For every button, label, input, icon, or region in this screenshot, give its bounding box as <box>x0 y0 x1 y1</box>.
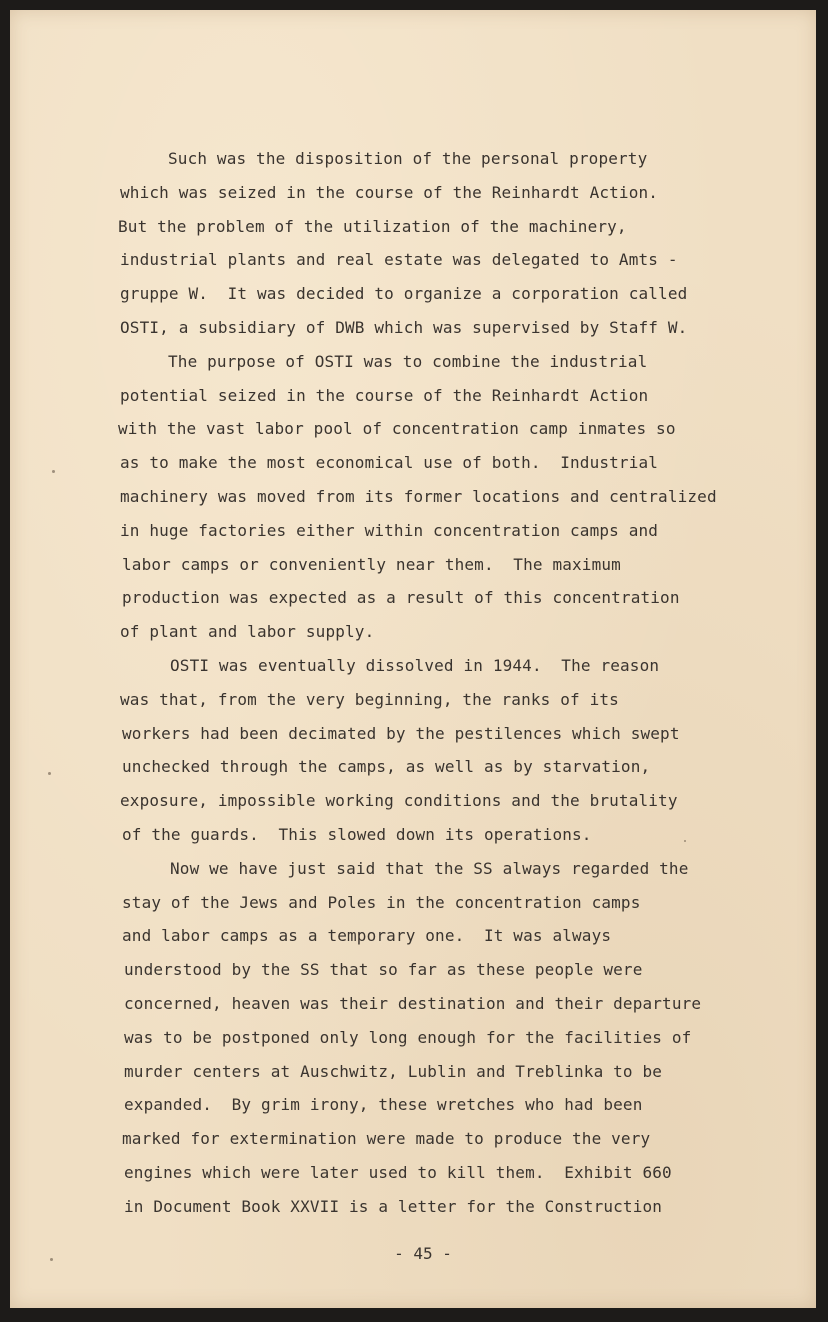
document-body <box>110 142 750 1224</box>
text-line: of plant and labor supply. <box>120 622 375 642</box>
text-line: Such was the disposition of the personal property <box>168 149 648 168</box>
text-line: stay of the Jews and Poles in the concentration camps <box>122 892 641 912</box>
paper-speck <box>684 840 686 842</box>
paper-speck <box>50 1258 53 1261</box>
text-line: murder centers at Auschwitz, Lublin and Treblinka to be <box>124 1061 663 1081</box>
text-line: OSTI was eventually dissolved in 1944. The reason <box>170 655 660 675</box>
paper-speck <box>48 772 51 775</box>
text-line: machinery was moved from its former locations and centralized <box>120 486 717 506</box>
text-line: expanded. By grim irony, these wretches who had been <box>124 1095 643 1115</box>
text-line: marked for extermination were made to produce the very <box>122 1129 651 1149</box>
text-line: which was seized in the course of the Reinhardt Action. <box>120 182 659 202</box>
text-line: industrial plants and real estate was delegated to Amts - <box>120 250 678 270</box>
text-line: was that, from the very beginning, the ranks of its <box>120 689 619 709</box>
text-line: as to make the most economical use of both. Industrial <box>120 453 659 473</box>
text-line: concerned, heaven was their destination and their departure <box>124 993 702 1013</box>
document-page <box>10 10 816 1308</box>
text-line: workers had been decimated by the pestilences which swept <box>122 723 680 743</box>
text-line: The purpose of OSTI was to combine the industrial <box>168 351 648 371</box>
text-line: labor camps or conveniently near them. The maximum <box>122 554 621 574</box>
text-line: engines which were later used to kill them. Exhibit 660 <box>124 1162 672 1182</box>
text-line: in Document Book XXVII is a letter for the Construction <box>124 1196 663 1216</box>
text-line: in huge factories either within concentration camps and <box>120 520 659 540</box>
paper-speck <box>52 470 55 473</box>
page-number: - 45 - <box>394 1244 452 1263</box>
text-line: potential seized in the course of the Reinhardt Action <box>120 385 649 405</box>
text-line: of the guards. This slowed down its operations. <box>122 824 592 844</box>
text-line: OSTI, a subsidiary of DWB which was supervised by Staff W. <box>120 317 688 337</box>
text-line: with the vast labor pool of concentration camp inmates so <box>118 419 676 439</box>
text-line: and labor camps as a temporary one. It was always <box>122 926 612 946</box>
text-line: gruppe W. It was decided to organize a corporation called <box>120 284 688 304</box>
text-line: Now we have just said that the SS always regarded the <box>170 858 689 878</box>
text-line: exposure, impossible working conditions and the brutality <box>120 791 678 811</box>
text-line: production was expected as a result of this concentration <box>122 588 680 608</box>
text-line: was to be postponed only long enough for the facilities of <box>124 1027 692 1047</box>
text-line: unchecked through the camps, as well as by starvation, <box>122 757 651 777</box>
text-line: understood by the SS that so far as these people were <box>124 960 643 980</box>
text-line: But the problem of the utilization of the machinery, <box>118 216 627 236</box>
